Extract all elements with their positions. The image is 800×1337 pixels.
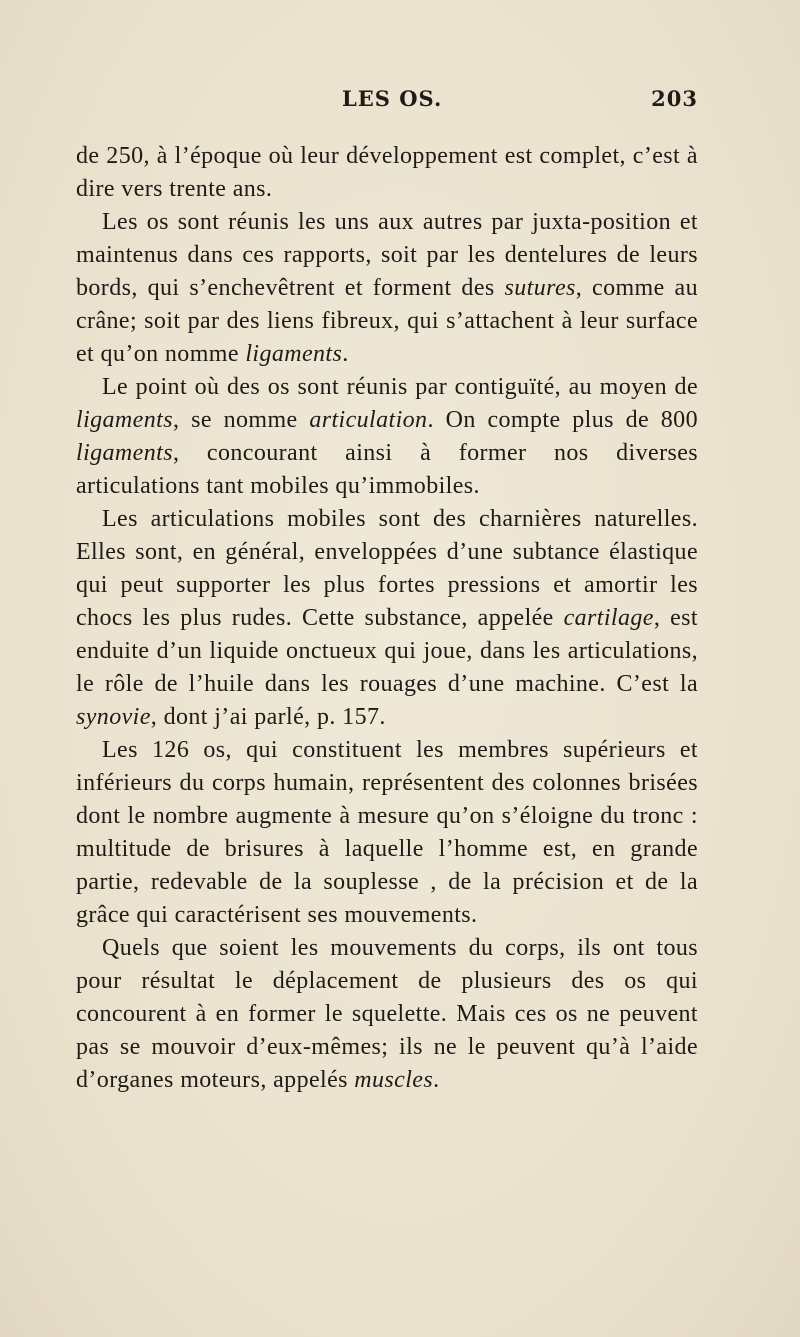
text-run: de 250, à l’époque où leur développement est complet, c’est à dire vers trente ans. [76,143,698,202]
text-run: , se nomme [172,407,310,433]
italic-term: cartilage [563,605,654,631]
text-run: . [433,1067,440,1093]
page-header [76,84,698,114]
text-run: , est enduite d’un liquide onctueux qui joue, dans les articulations, le rôle de l’huile dans les rouages d’une machine. C’est la [76,605,698,697]
paragraph [76,734,698,932]
text-run: Les os sont réunis les uns aux autres par juxta-position et maintenus dans ces rapports, soit par les dentelures de leurs bords, qui s’enchevêtrent et forment des [76,209,698,301]
text-run: Les articulations mobiles sont des charnières naturelles. Elles sont, en général, enveloppées d’une subtance élastique qui peut supporter les plus fortes pressions et amortir les chocs les plus rudes. Cette substance, appelée [76,506,698,631]
text-run: Les 126 os, qui constituent les membres supérieurs et inférieurs du corps humain, représentent des colonnes brisées dont le nombre augmente à mesure qu’on s’éloigne du tronc : multitude de brisures à laquelle l’homme est, en grande partie, redevable de la souplesse , de la précision et de la grâce qui caractérisent ses mouvements. [76,737,698,928]
paragraph [76,206,698,371]
italic-term: ligaments [245,341,343,367]
text-run: , comme au crâne; soit par des liens fibreux, qui s’attachent à leur surface et qu’on nomme [76,275,699,367]
paragraph [76,140,698,206]
italic-term: synovie [76,704,151,730]
text-run: Le point où des os sont réunis par contiguïté, au moyen de [102,374,698,400]
text-run: Quels que soient les mouvements du corps, ils ont tous pour résultat le déplacement de plusieurs des os qui concourent à en former le squelette. Mais ces os ne peuvent pas se mouvoir d’eux-mêmes; ils ne le peuvent qu’à l’aide d’organes moteurs, appelés [76,935,698,1093]
running-head: LES OS. [342,86,443,111]
italic-term: ligaments [76,440,173,466]
text-run: . [342,341,349,367]
text-run: , concourant ainsi à former nos diverses articulations tant mobiles qu’immobiles. [76,440,698,499]
paragraph [76,503,698,734]
italic-term: ligaments [76,407,173,433]
italic-term: sutures [504,275,576,301]
italic-term: articulation [309,407,428,433]
text-run: , dont j’ai parlé, p. 157. [150,704,386,730]
text-run: . On compte plus de 800 [427,407,698,433]
body-text [76,140,698,1097]
italic-term: muscles [354,1067,434,1093]
paragraph [76,932,698,1097]
paragraph [76,371,698,503]
page-number: 203 [651,86,698,111]
